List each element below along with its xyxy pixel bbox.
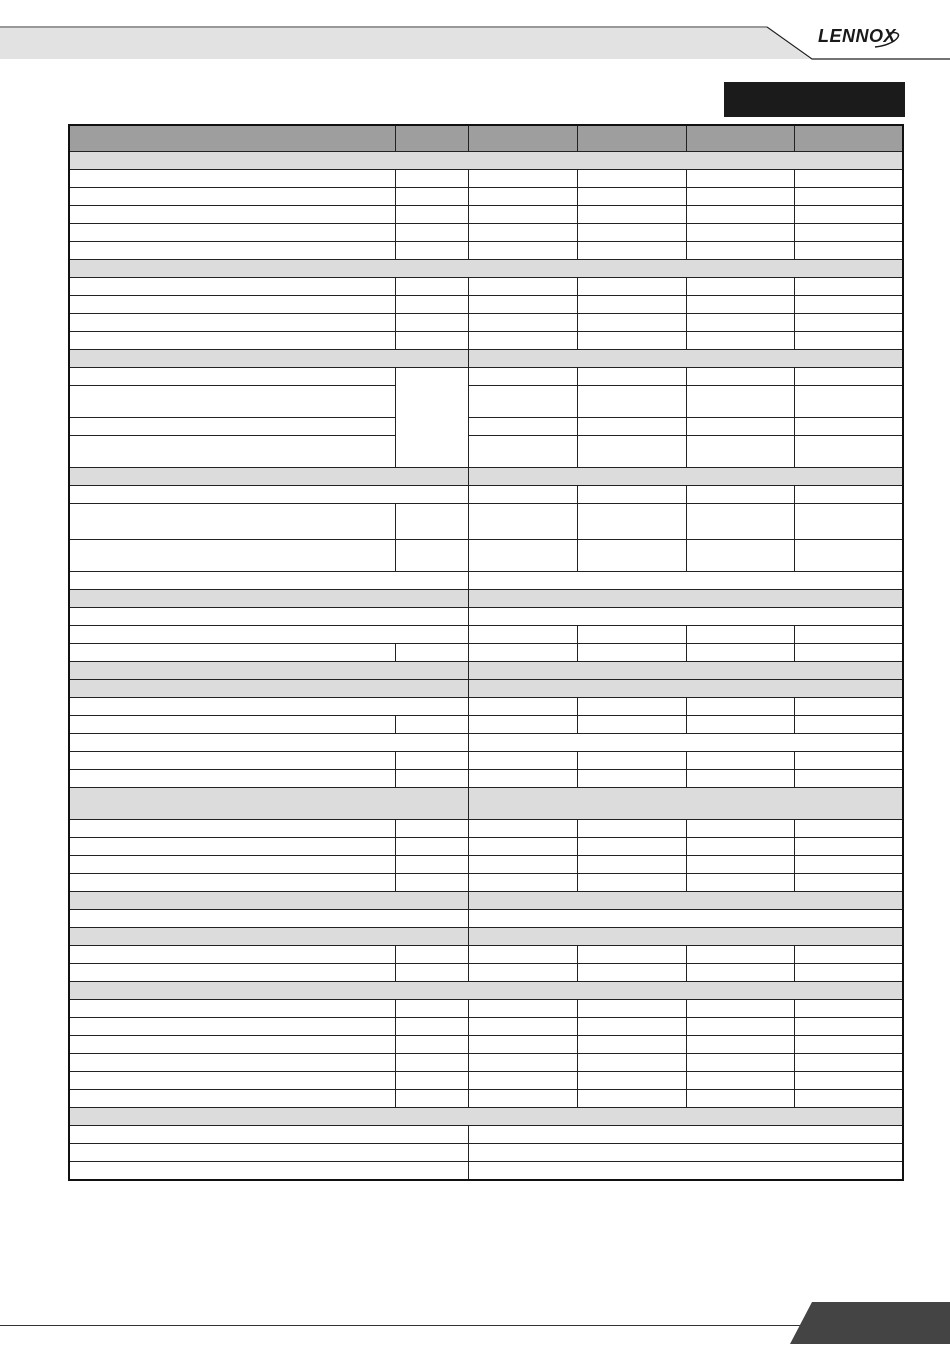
table-row — [69, 838, 903, 856]
row-label-cell — [69, 386, 395, 418]
value-cell — [577, 1000, 686, 1018]
table-row — [69, 716, 903, 734]
value-cell — [468, 368, 577, 386]
value-cell — [686, 856, 794, 874]
row-label-cell — [69, 572, 468, 590]
table-row — [69, 1054, 903, 1072]
value-cell — [468, 1000, 577, 1018]
row-label-cell — [69, 314, 395, 332]
table-row — [69, 752, 903, 770]
table-row — [69, 874, 903, 892]
value-cell — [468, 1036, 577, 1054]
section-label-cell — [69, 788, 468, 820]
row-label-cell — [69, 170, 395, 188]
header-cell — [577, 125, 686, 152]
unit-cell — [395, 752, 468, 770]
value-cell — [794, 206, 903, 224]
value-cell — [686, 296, 794, 314]
row-label-cell — [69, 1072, 395, 1090]
value-cell — [794, 504, 903, 540]
value-cell — [794, 296, 903, 314]
row-label-cell — [69, 644, 395, 662]
value-cell — [794, 418, 903, 436]
value-cell — [794, 874, 903, 892]
value-cell — [686, 368, 794, 386]
unit-cell — [395, 1000, 468, 1018]
value-cell — [577, 698, 686, 716]
row-label-cell — [69, 206, 395, 224]
table-row — [69, 644, 903, 662]
header-cell — [686, 125, 794, 152]
unit-cell — [395, 170, 468, 188]
value-cell — [686, 314, 794, 332]
value-cell — [686, 504, 794, 540]
value-cell — [577, 386, 686, 418]
table-row — [69, 608, 903, 626]
table-row — [69, 572, 903, 590]
section-label-cell — [69, 892, 468, 910]
table-row — [69, 1162, 903, 1180]
value-cell — [468, 1090, 577, 1108]
value-cell — [577, 418, 686, 436]
section-value-cell — [468, 468, 903, 486]
value-cell — [577, 1072, 686, 1090]
value-cell — [577, 1054, 686, 1072]
row-label-cell — [69, 436, 395, 468]
value-cell — [468, 1018, 577, 1036]
table-section-row — [69, 928, 903, 946]
value-cell — [794, 626, 903, 644]
header-band — [0, 0, 950, 62]
table-row — [69, 540, 903, 572]
value-cell — [686, 224, 794, 242]
value-cell — [468, 644, 577, 662]
value-cell — [686, 698, 794, 716]
unit-cell — [395, 1090, 468, 1108]
row-label-cell — [69, 716, 395, 734]
value-cell — [686, 242, 794, 260]
table-row — [69, 486, 903, 504]
unit-cell — [395, 1072, 468, 1090]
section-value-cell — [468, 928, 903, 946]
value-cell — [686, 752, 794, 770]
table-row — [69, 368, 903, 386]
value-cell — [686, 1018, 794, 1036]
value-cell — [794, 1036, 903, 1054]
unit-cell — [395, 946, 468, 964]
value-cell — [686, 486, 794, 504]
value-cell — [794, 946, 903, 964]
value-cell — [686, 206, 794, 224]
unit-cell — [395, 504, 468, 540]
table-row — [69, 698, 903, 716]
row-label-cell — [69, 856, 395, 874]
table-row — [69, 1000, 903, 1018]
table-row — [69, 820, 903, 838]
value-cell — [577, 770, 686, 788]
section-cell — [69, 982, 903, 1000]
row-label-cell — [69, 368, 395, 386]
value-cell — [794, 540, 903, 572]
row-label-cell — [69, 224, 395, 242]
value-cell — [577, 206, 686, 224]
footer-rule — [0, 1325, 800, 1326]
table-row — [69, 964, 903, 982]
value-cell — [577, 242, 686, 260]
value-cell — [577, 820, 686, 838]
table-row — [69, 296, 903, 314]
unit-cell — [395, 770, 468, 788]
value-cell — [577, 716, 686, 734]
unit-cell — [395, 1018, 468, 1036]
section-cell — [69, 1108, 903, 1126]
section-label-cell — [69, 468, 468, 486]
value-cell — [468, 386, 577, 418]
unit-cell — [395, 368, 468, 468]
unit-cell — [395, 296, 468, 314]
row-label-cell — [69, 1144, 468, 1162]
section-label-cell — [69, 590, 468, 608]
value-cell — [686, 540, 794, 572]
section-tab — [724, 82, 905, 117]
value-cell — [794, 1018, 903, 1036]
table-row — [69, 170, 903, 188]
table-section-row — [69, 662, 903, 680]
value-cell — [686, 820, 794, 838]
row-label-cell — [69, 1054, 395, 1072]
value-cell — [468, 910, 903, 928]
value-cell — [468, 838, 577, 856]
row-label-cell — [69, 296, 395, 314]
value-cell — [577, 1036, 686, 1054]
value-cell — [468, 224, 577, 242]
value-cell — [686, 770, 794, 788]
value-cell — [686, 1036, 794, 1054]
unit-cell — [395, 224, 468, 242]
table-row — [69, 1018, 903, 1036]
section-label-cell — [69, 928, 468, 946]
value-cell — [468, 170, 577, 188]
row-label-cell — [69, 626, 468, 644]
unit-cell — [395, 838, 468, 856]
value-cell — [468, 206, 577, 224]
brand-logo: LENNOX — [818, 26, 897, 46]
value-cell — [577, 486, 686, 504]
row-label-cell — [69, 278, 395, 296]
row-label-cell — [69, 734, 468, 752]
value-cell — [794, 224, 903, 242]
value-cell — [577, 626, 686, 644]
value-cell — [794, 964, 903, 982]
row-label-cell — [69, 910, 468, 928]
value-cell — [794, 770, 903, 788]
value-cell — [468, 964, 577, 982]
value-cell — [468, 874, 577, 892]
header-cell — [69, 125, 395, 152]
value-cell — [468, 856, 577, 874]
value-cell — [468, 608, 903, 626]
unit-cell — [395, 820, 468, 838]
table-row — [69, 1126, 903, 1144]
table-row — [69, 224, 903, 242]
table-row — [69, 436, 903, 468]
unit-cell — [395, 1036, 468, 1054]
section-value-cell — [468, 680, 903, 698]
value-cell — [794, 838, 903, 856]
section-value-cell — [468, 662, 903, 680]
page-corner-tab — [790, 1302, 950, 1349]
unit-cell — [395, 856, 468, 874]
value-cell — [468, 296, 577, 314]
value-cell — [577, 838, 686, 856]
value-cell — [577, 188, 686, 206]
unit-cell — [395, 716, 468, 734]
row-label-cell — [69, 1036, 395, 1054]
value-cell — [577, 504, 686, 540]
table-section-row — [69, 260, 903, 278]
value-cell — [577, 170, 686, 188]
value-cell — [468, 770, 577, 788]
row-label-cell — [69, 698, 468, 716]
row-label-cell — [69, 770, 395, 788]
value-cell — [468, 188, 577, 206]
table-row — [69, 418, 903, 436]
table-row — [69, 504, 903, 540]
section-label-cell — [69, 680, 468, 698]
value-cell — [468, 752, 577, 770]
value-cell — [577, 224, 686, 242]
header-cell — [395, 125, 468, 152]
unit-cell — [395, 278, 468, 296]
table-row — [69, 242, 903, 260]
table-section-row — [69, 892, 903, 910]
row-label-cell — [69, 540, 395, 572]
value-cell — [794, 698, 903, 716]
value-cell — [577, 332, 686, 350]
value-cell — [577, 1090, 686, 1108]
value-cell — [794, 1000, 903, 1018]
value-cell — [577, 314, 686, 332]
table-row — [69, 1144, 903, 1162]
value-cell — [468, 820, 577, 838]
row-label-cell — [69, 1000, 395, 1018]
section-label-cell — [69, 350, 468, 368]
value-cell — [468, 314, 577, 332]
table-section-row — [69, 152, 903, 170]
row-label-cell — [69, 1162, 468, 1180]
value-cell — [794, 278, 903, 296]
value-cell — [468, 1054, 577, 1072]
row-label-cell — [69, 188, 395, 206]
specifications-table — [68, 124, 904, 1181]
value-cell — [468, 1162, 903, 1180]
section-label-cell — [69, 662, 468, 680]
value-cell — [794, 386, 903, 418]
value-cell — [468, 626, 577, 644]
value-cell — [686, 964, 794, 982]
value-cell — [468, 1144, 903, 1162]
value-cell — [686, 946, 794, 964]
table-row — [69, 626, 903, 644]
table-row — [69, 734, 903, 752]
table-row — [69, 206, 903, 224]
section-value-cell — [468, 350, 903, 368]
value-cell — [577, 540, 686, 572]
value-cell — [794, 1072, 903, 1090]
value-cell — [577, 946, 686, 964]
value-cell — [686, 170, 794, 188]
row-label-cell — [69, 1090, 395, 1108]
value-cell — [686, 1000, 794, 1018]
table-row — [69, 1036, 903, 1054]
row-label-cell — [69, 1126, 468, 1144]
section-value-cell — [468, 788, 903, 820]
value-cell — [794, 188, 903, 206]
table-section-row — [69, 350, 903, 368]
value-cell — [794, 242, 903, 260]
value-cell — [577, 278, 686, 296]
value-cell — [468, 332, 577, 350]
unit-cell — [395, 188, 468, 206]
value-cell — [794, 332, 903, 350]
unit-cell — [395, 242, 468, 260]
table-row — [69, 188, 903, 206]
value-cell — [577, 856, 686, 874]
value-cell — [794, 436, 903, 468]
value-cell — [577, 752, 686, 770]
value-cell — [468, 486, 577, 504]
section-value-cell — [468, 892, 903, 910]
value-cell — [794, 314, 903, 332]
value-cell — [468, 698, 577, 716]
value-cell — [794, 170, 903, 188]
table-section-row — [69, 788, 903, 820]
value-cell — [577, 436, 686, 468]
unit-cell — [395, 206, 468, 224]
header-cell — [794, 125, 903, 152]
unit-cell — [395, 332, 468, 350]
row-label-cell — [69, 332, 395, 350]
table-row — [69, 278, 903, 296]
row-label-cell — [69, 418, 395, 436]
value-cell — [577, 964, 686, 982]
value-cell — [468, 418, 577, 436]
row-label-cell — [69, 1018, 395, 1036]
unit-cell — [395, 540, 468, 572]
table-row — [69, 946, 903, 964]
value-cell — [686, 644, 794, 662]
value-cell — [686, 1090, 794, 1108]
table-section-row — [69, 982, 903, 1000]
value-cell — [468, 1072, 577, 1090]
value-cell — [577, 644, 686, 662]
section-cell — [69, 260, 903, 278]
table-row — [69, 770, 903, 788]
value-cell — [686, 716, 794, 734]
unit-cell — [395, 644, 468, 662]
row-label-cell — [69, 946, 395, 964]
value-cell — [686, 436, 794, 468]
value-cell — [686, 418, 794, 436]
row-label-cell — [69, 504, 395, 540]
value-cell — [577, 368, 686, 386]
value-cell — [686, 626, 794, 644]
value-cell — [468, 278, 577, 296]
value-cell — [794, 1054, 903, 1072]
value-cell — [794, 1090, 903, 1108]
row-label-cell — [69, 964, 395, 982]
value-cell — [794, 486, 903, 504]
value-cell — [794, 752, 903, 770]
value-cell — [686, 386, 794, 418]
value-cell — [577, 1018, 686, 1036]
row-label-cell — [69, 608, 468, 626]
value-cell — [794, 820, 903, 838]
table-section-row — [69, 590, 903, 608]
value-cell — [794, 716, 903, 734]
unit-cell — [395, 314, 468, 332]
table-section-row — [69, 468, 903, 486]
value-cell — [468, 436, 577, 468]
value-cell — [794, 644, 903, 662]
value-cell — [686, 874, 794, 892]
value-cell — [468, 540, 577, 572]
value-cell — [686, 1072, 794, 1090]
value-cell — [577, 874, 686, 892]
table-row — [69, 1072, 903, 1090]
row-label-cell — [69, 838, 395, 856]
section-cell — [69, 152, 903, 170]
table-section-row — [69, 680, 903, 698]
value-cell — [577, 296, 686, 314]
value-cell — [686, 332, 794, 350]
value-cell — [686, 278, 794, 296]
value-cell — [468, 734, 903, 752]
value-cell — [468, 242, 577, 260]
row-label-cell — [69, 486, 468, 504]
table-row — [69, 1090, 903, 1108]
table-row — [69, 386, 903, 418]
row-label-cell — [69, 752, 395, 770]
row-label-cell — [69, 820, 395, 838]
unit-cell — [395, 874, 468, 892]
table-section-row — [69, 1108, 903, 1126]
value-cell — [794, 368, 903, 386]
row-label-cell — [69, 874, 395, 892]
value-cell — [686, 188, 794, 206]
value-cell — [686, 1054, 794, 1072]
table-row — [69, 314, 903, 332]
value-cell — [468, 946, 577, 964]
value-cell — [686, 838, 794, 856]
section-value-cell — [468, 590, 903, 608]
header-cell — [468, 125, 577, 152]
value-cell — [794, 856, 903, 874]
table-header-row — [69, 125, 903, 152]
table-row — [69, 910, 903, 928]
unit-cell — [395, 964, 468, 982]
table-row — [69, 856, 903, 874]
value-cell — [468, 716, 577, 734]
row-label-cell — [69, 242, 395, 260]
table-row — [69, 332, 903, 350]
value-cell — [468, 572, 903, 590]
value-cell — [468, 504, 577, 540]
unit-cell — [395, 1054, 468, 1072]
value-cell — [468, 1126, 903, 1144]
